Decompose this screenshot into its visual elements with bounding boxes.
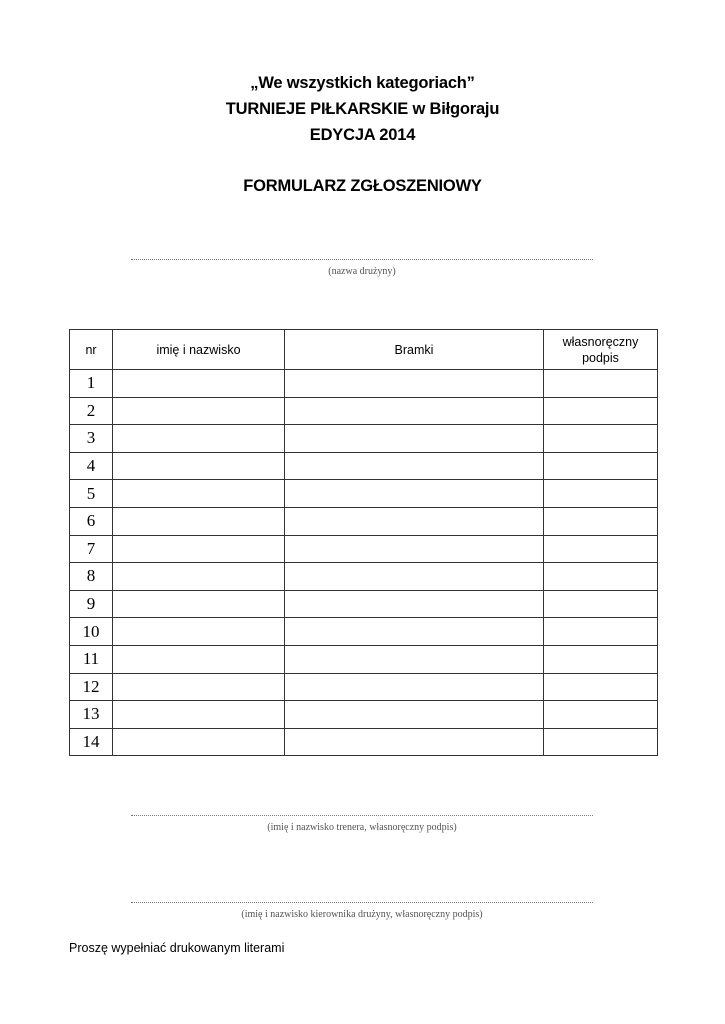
name-cell[interactable]	[113, 728, 285, 756]
signature-cell[interactable]	[544, 673, 658, 701]
goals-cell[interactable]	[285, 370, 544, 398]
goals-cell[interactable]	[285, 535, 544, 563]
name-cell[interactable]	[113, 370, 285, 398]
goals-cell[interactable]	[285, 673, 544, 701]
footer-note: Proszę wypełniać drukowanym literami	[69, 941, 285, 955]
name-cell[interactable]	[113, 480, 285, 508]
goals-cell[interactable]	[285, 590, 544, 618]
name-cell[interactable]	[113, 397, 285, 425]
signature-cell[interactable]	[544, 563, 658, 591]
row-number: 10	[70, 618, 113, 646]
goals-cell[interactable]	[285, 701, 544, 729]
coach-caption: (imię i nazwisko trenera, własnoręczny podpis)	[267, 822, 457, 833]
table-row	[70, 370, 658, 398]
row-number: 1	[70, 370, 113, 398]
signature-cell[interactable]	[544, 618, 658, 646]
row-number: 2	[70, 397, 113, 425]
name-cell[interactable]	[113, 452, 285, 480]
manager-field[interactable]	[131, 902, 593, 903]
row-number: 5	[70, 480, 113, 508]
row-number: 11	[70, 645, 113, 673]
table-row	[70, 701, 658, 729]
players-table-body	[70, 370, 658, 756]
table-row	[70, 397, 658, 425]
table-row	[70, 563, 658, 591]
tournament-name: TURNIEJE PIŁKARSKIE w Biłgoraju	[225, 100, 500, 118]
players-table	[69, 329, 658, 756]
row-number: 6	[70, 507, 113, 535]
signature-cell[interactable]	[544, 480, 658, 508]
name-cell[interactable]	[113, 701, 285, 729]
tournament-slogan: „We wszystkich kategoriach”	[250, 74, 475, 92]
name-cell[interactable]	[113, 590, 285, 618]
goals-cell[interactable]	[285, 645, 544, 673]
name-cell[interactable]	[113, 645, 285, 673]
goals-cell[interactable]	[285, 728, 544, 756]
team-name-field[interactable]	[131, 259, 593, 260]
edition-label: EDYCJA 2014	[309, 126, 416, 144]
team-name-caption: (nazwa drużyny)	[328, 266, 396, 277]
table-row	[70, 673, 658, 701]
signature-cell[interactable]	[544, 425, 658, 453]
goals-cell[interactable]	[285, 507, 544, 535]
column-header-nr: nr	[70, 330, 113, 370]
signature-cell[interactable]	[544, 452, 658, 480]
signature-cell[interactable]	[544, 370, 658, 398]
name-cell[interactable]	[113, 673, 285, 701]
name-cell[interactable]	[113, 535, 285, 563]
manager-caption: (imię i nazwisko kierownika drużyny, własnoręczny podpis)	[241, 909, 483, 920]
signature-cell[interactable]	[544, 728, 658, 756]
table-row	[70, 452, 658, 480]
column-header-goals: Bramki	[285, 330, 544, 370]
row-number: 3	[70, 425, 113, 453]
goals-cell[interactable]	[285, 618, 544, 646]
column-header-signature: własnoręczny podpis	[544, 330, 658, 370]
signature-cell[interactable]	[544, 535, 658, 563]
table-row	[70, 618, 658, 646]
table-row	[70, 480, 658, 508]
row-number: 13	[70, 701, 113, 729]
goals-cell[interactable]	[285, 563, 544, 591]
coach-field[interactable]	[131, 815, 593, 816]
name-cell[interactable]	[113, 425, 285, 453]
document-header	[0, 70, 725, 148]
table-row	[70, 535, 658, 563]
column-header-name: imię i nazwisko	[113, 330, 285, 370]
signature-cell[interactable]	[544, 590, 658, 618]
goals-cell[interactable]	[285, 397, 544, 425]
name-cell[interactable]	[113, 618, 285, 646]
goals-cell[interactable]	[285, 480, 544, 508]
name-cell[interactable]	[113, 507, 285, 535]
row-number: 12	[70, 673, 113, 701]
row-number: 14	[70, 728, 113, 756]
row-number: 4	[70, 452, 113, 480]
table-row	[70, 645, 658, 673]
goals-cell[interactable]	[285, 452, 544, 480]
table-header-row	[70, 330, 658, 370]
name-cell[interactable]	[113, 563, 285, 591]
signature-cell[interactable]	[544, 507, 658, 535]
row-number: 7	[70, 535, 113, 563]
row-number: 9	[70, 590, 113, 618]
signature-cell[interactable]	[544, 701, 658, 729]
signature-cell[interactable]	[544, 397, 658, 425]
table-row	[70, 507, 658, 535]
goals-cell[interactable]	[285, 425, 544, 453]
table-row	[70, 425, 658, 453]
table-row	[70, 590, 658, 618]
signature-cell[interactable]	[544, 645, 658, 673]
table-row	[70, 728, 658, 756]
form-title: FORMULARZ ZGŁOSZENIOWY	[243, 177, 482, 195]
row-number: 8	[70, 563, 113, 591]
